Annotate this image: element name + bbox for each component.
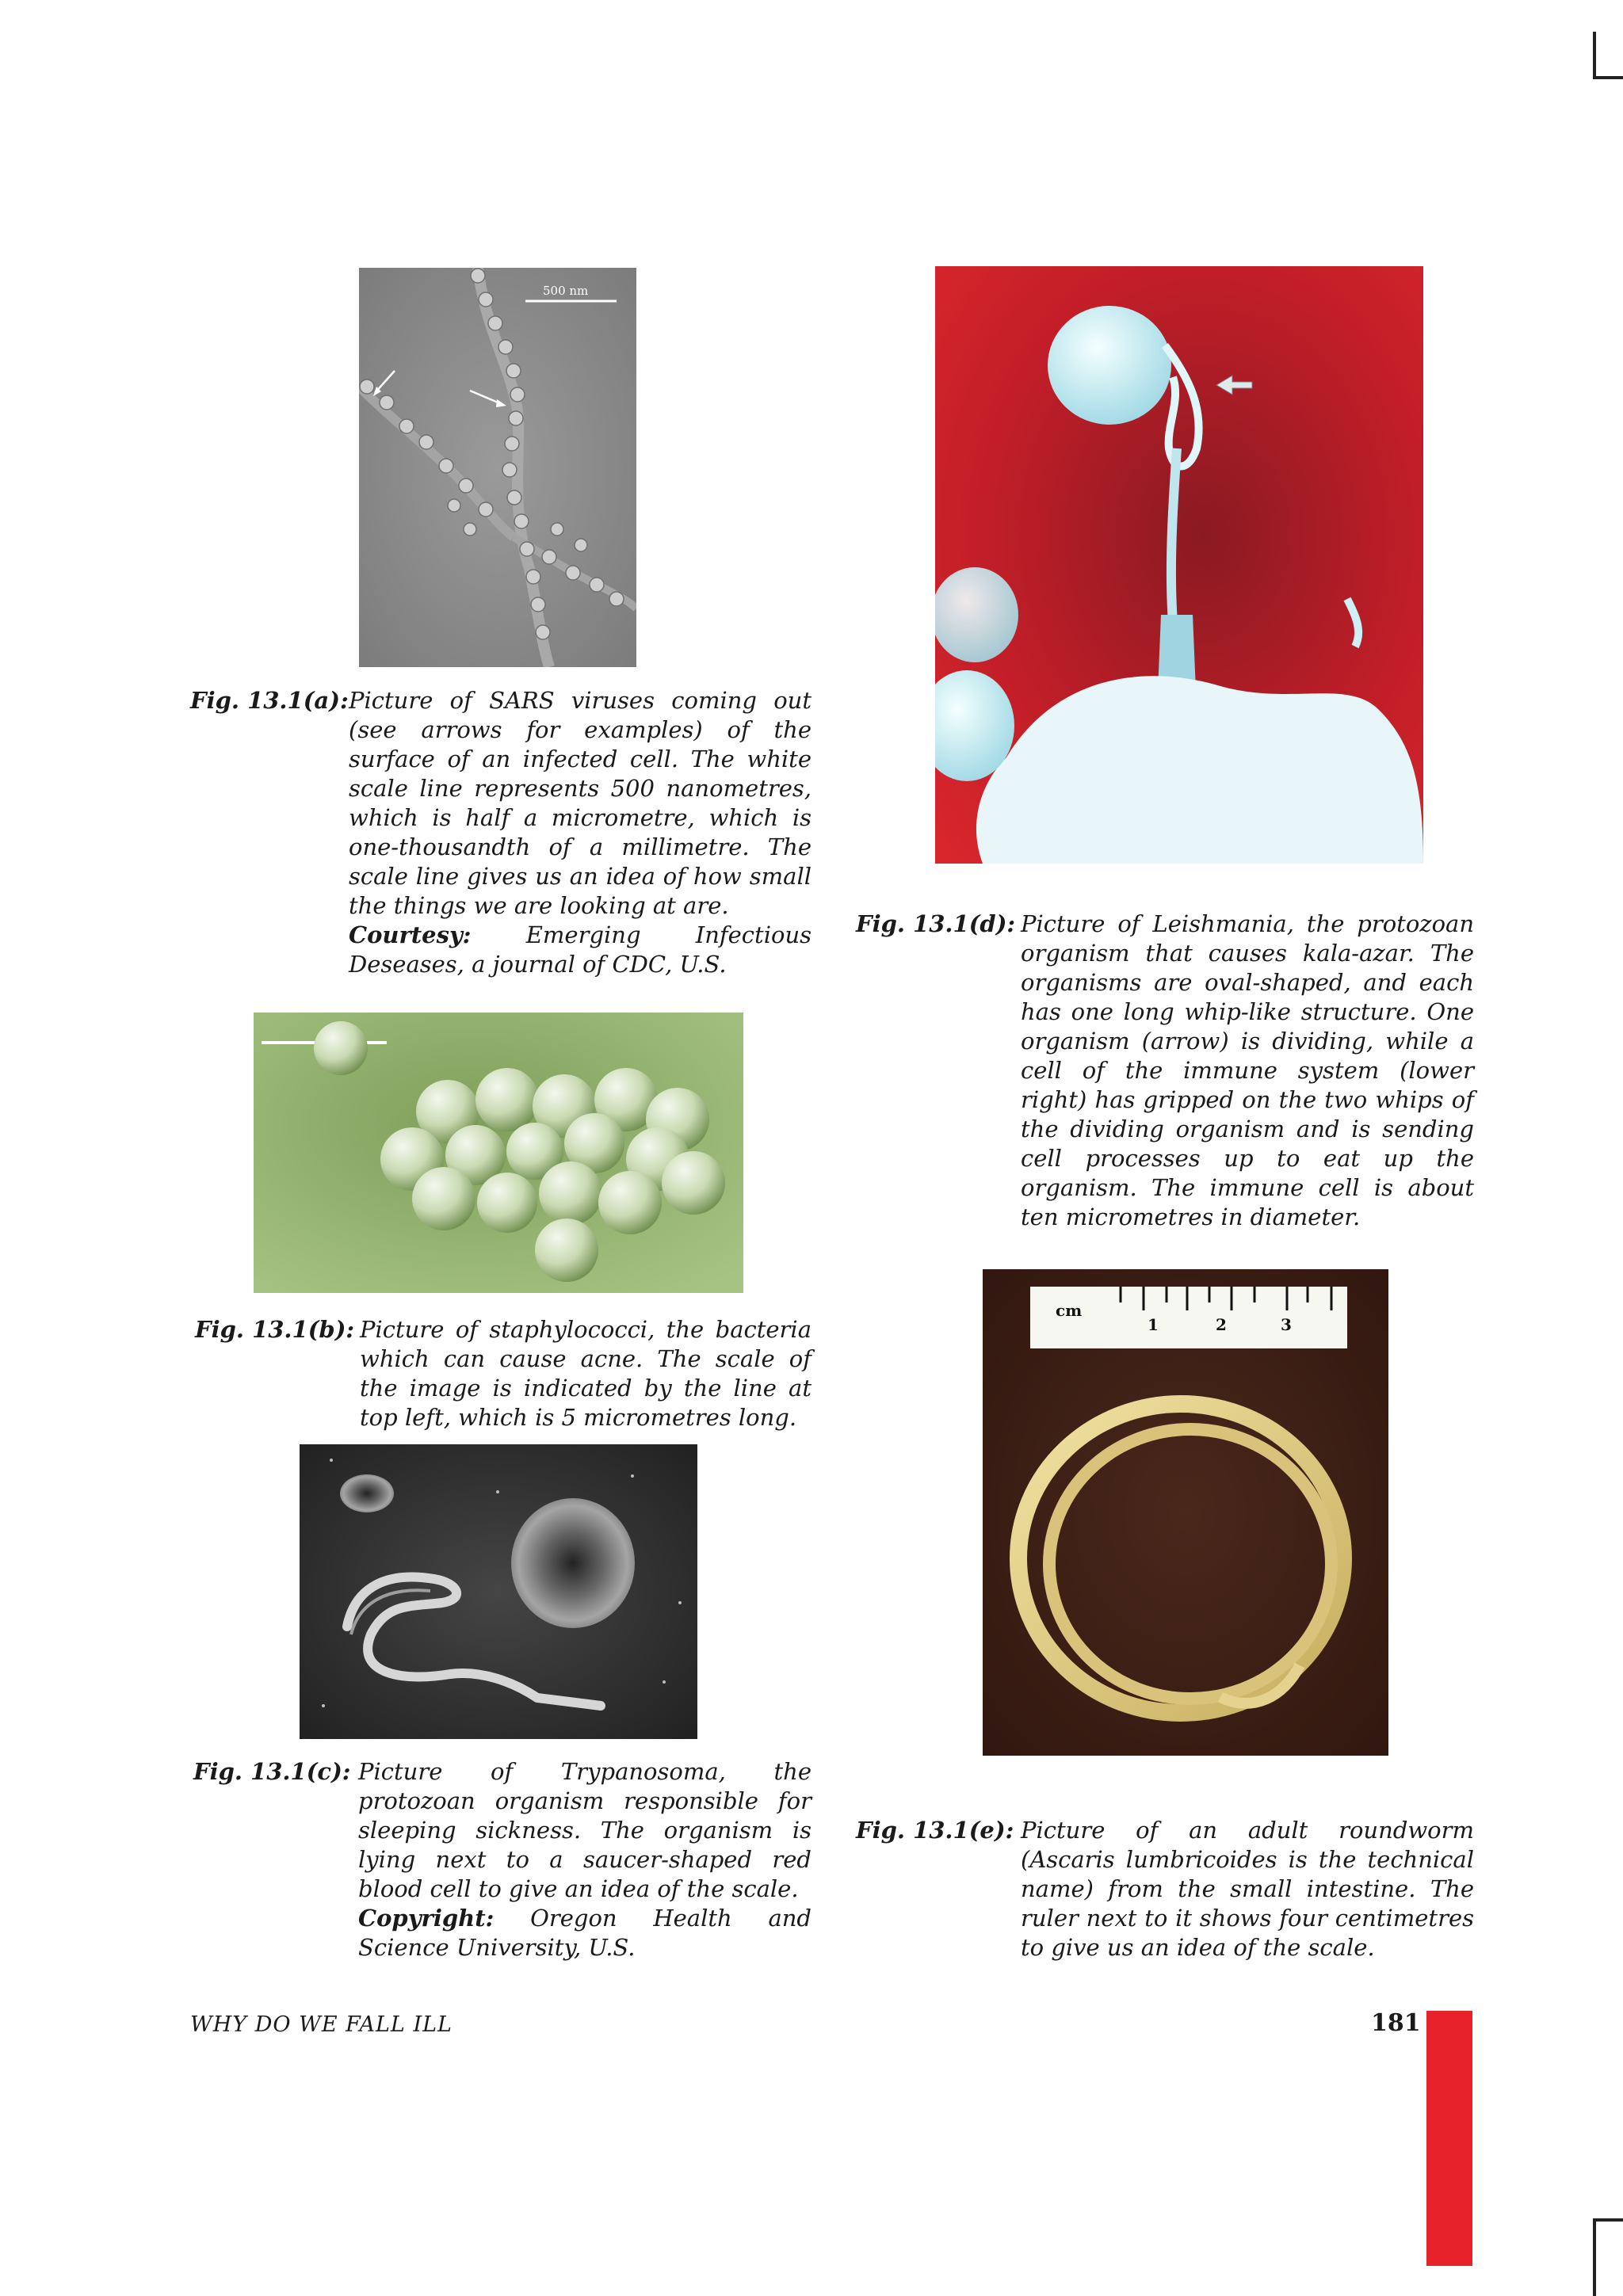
figure-a-text: Picture of SARS viruses coming out (see arrows for examples) of the surface of an infected cell. The white scale line represents 500 nanometres, which is half a micrometre, which is one-thousandth of a millimetre. The scale line gives us an idea of how small the things we are looking at are. bbox=[349, 687, 812, 919]
ruler-unit: cm bbox=[1056, 1301, 1083, 1320]
figure-a-credit-label: Courtesy: bbox=[349, 921, 472, 948]
figure-c-credit-text: Oregon Health and Science University, U.S. bbox=[358, 1905, 812, 1961]
crop-mark-top-vertical bbox=[1593, 32, 1596, 79]
roundworm-image bbox=[983, 1269, 1388, 1756]
figure-e-caption bbox=[856, 1816, 1474, 1962]
trypanosoma-image bbox=[300, 1444, 697, 1739]
figure-c-text: Picture of Trypanosoma, the protozoan organism responsible for sleeping sickness. The organism is lying next to a saucer-shaped red blood cell to give an idea of the scale. bbox=[358, 1758, 812, 1902]
figure-a-credit-text: Emerging Infectious Deseases, a journal of CDC, U.S. bbox=[349, 921, 812, 978]
figure-e-photo bbox=[983, 1269, 1388, 1756]
ruler-tick-2: 2 bbox=[1216, 1315, 1227, 1334]
crop-mark-bottom-horizontal bbox=[1593, 2218, 1623, 2222]
figure-d-caption bbox=[856, 910, 1474, 1232]
ruler-tick-3: 3 bbox=[1281, 1315, 1292, 1334]
figure-d-label: Fig. 13.1(d): bbox=[856, 910, 1016, 937]
figure-b-photo bbox=[254, 1013, 743, 1293]
scale-label: 500 nm bbox=[543, 284, 589, 298]
figure-c-credit-label: Copyright: bbox=[358, 1905, 495, 1932]
figure-a-label: Fig. 13.1(a): bbox=[190, 687, 349, 714]
page-number: 181 bbox=[1371, 2009, 1421, 2037]
ruler-tick-1: 1 bbox=[1148, 1315, 1159, 1334]
figure-c-photo bbox=[300, 1444, 697, 1739]
figure-b-label: Fig. 13.1(b): bbox=[195, 1316, 355, 1343]
figure-b-text: Picture of staphylococci, the bacteria which can cause acne. The scale of the image is indicated by the line at top left, which is 5 micrometres long. bbox=[360, 1316, 812, 1431]
sars-virus-image bbox=[359, 268, 636, 667]
staphylococci-image bbox=[254, 1013, 743, 1293]
crop-mark-bottom-vertical bbox=[1593, 2218, 1596, 2296]
leishmania-image bbox=[935, 266, 1423, 864]
accent-bar bbox=[1426, 2011, 1472, 2266]
figure-d-photo bbox=[935, 266, 1423, 864]
figure-d-text: Picture of Leishmania, the protozoan organism that causes kala-azar. The organisms are oval-shaped, and each has one long whip-like structure. One organism (arrow) is dividing, while a cell of the immune system (lower right) has gripped on the two whips of the dividing organism and is sending cell processes up to eat up the organism. The immune cell is about ten micrometres in diameter. bbox=[1021, 910, 1474, 1230]
figure-a-caption bbox=[190, 686, 812, 979]
figure-c-label: Fig. 13.1(c): bbox=[193, 1758, 351, 1785]
figure-c-caption bbox=[193, 1757, 812, 1962]
figure-a-photo bbox=[359, 268, 636, 667]
chapter-title: WHY DO WE FALL ILL bbox=[190, 2012, 453, 2037]
crop-mark-top-horizontal bbox=[1593, 76, 1623, 79]
figure-e-label: Fig. 13.1(e): bbox=[856, 1817, 1014, 1844]
figure-b-caption bbox=[195, 1315, 812, 1432]
figure-e-text: Picture of an adult roundworm (Ascaris lumbricoides is the technical name) from the small intestine. The ruler next to it shows four centimetres to give us an idea of the scale. bbox=[1021, 1817, 1474, 1961]
